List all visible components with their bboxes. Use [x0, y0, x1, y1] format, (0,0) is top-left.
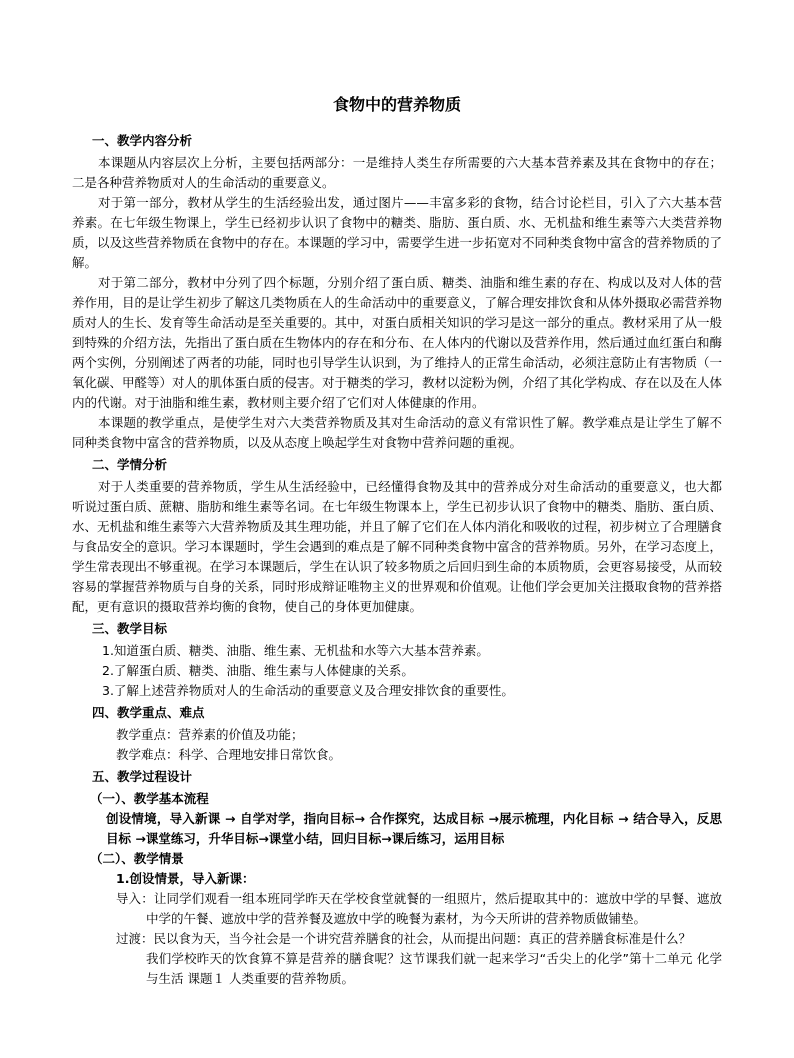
subsection-heading: 1.创设情景，导入新课：: [116, 871, 255, 886]
paragraph: 对于第一部分，教材从学生的生活经验出发，通过图片——丰富多彩的食物，结合讨论栏目，引入了六大基本营养素。在七年级生物课上，学生已经初步认识了食物中的糖类、脂肪、蛋白质、水、无机盐和维生素等六大类营养物质，以及这些营养物质在食物中的存在。本课题的学习中，需要学生进一步拓宽对不同种类食物中富含的营养物质的了解。: [72, 195, 723, 270]
section-heading: 一、教学内容分析: [92, 133, 193, 148]
paragraph: 我们学校昨天的饮食算不算是营养的膳食呢？这节课我们就一起来学习“舌尖上的化学”第十二单元 化学与生活 课题１ 人类重要的营养物质。: [146, 951, 722, 986]
document-page: [72, 92, 722, 989]
section-heading: 三、教学目标: [92, 621, 168, 636]
paragraph: 过渡：民以食为天，当今社会是一个讲究营养膳食的社会，从而提出问题：真正的营养膳食标准是什么？: [116, 931, 692, 946]
key-points: [72, 725, 722, 765]
list-item: 3.了解上述营养物质对人的生命活动的重要意义及合理安排饮食的重要性。: [102, 683, 514, 698]
paragraph: 对于第二部分，教材中分列了四个标题，分别介绍了蛋白质、糖类、油脂和维生素的存在、构成以及对人体的营养作用，目的是让学生初步了解这几类物质在人的生命活动中的重要意义，了解合理安排饮食和从体外摄取必需营养物质对人的生长、发育等生命活动是至关重要的。其中，对蛋白质相关知识的学习是这一部分的重点。教材采用了从一般到特殊的介绍方法，先指出了蛋白质在生物体内的存在和分布、在人体内的代谢以及营养作用，然后通过血红蛋白和酶两个实例，分别阐述了两者的功能，同时也引导学生认识到，为了维持人的正常生命活动，必须注意防止有害物质（一氧化碳、甲醛等）对人的肌体蛋白质的侵害。对于糖类的学习，教材以淀粉为例，介绍了其化学构成、存在以及在人体内的代谢。对于油脂和维生素，教材则主要介绍了它们对人体健康的作用。: [72, 275, 723, 410]
paragraph: 本课题从内容层次上分析，主要包括两部分：一是维持人类生存所需要的六大基本营养素及其在食物中的存在；二是各种营养物质对人的生命活动的重要意义。: [72, 155, 722, 190]
list-item: 2.了解蛋白质、糖类、油脂、维生素与人体健康的关系。: [102, 663, 414, 678]
list-item: 教学重点：营养素的价值及功能；: [116, 727, 304, 742]
subsection-heading: （二）、教学情景: [90, 851, 184, 866]
paragraph: 本课题的教学重点，是使学生对六大类营养物质及其对生命活动的意义有常识性了解。教学难点是让学生了解不同种类食物中富含的营养物质，以及从态度上唤起学生对食物中营养问题的重视。: [72, 415, 722, 450]
section-heading: 四、教学重点、难点: [92, 705, 205, 720]
process-flow: 创设情境，导入新课 → 自学对学，指向目标→ 合作探究，达成目标 →展示梳理，内化目标 → 结合导入，反思目标 →课堂练习，升华目标→课堂小结，回归目标→课后练习，运用目标: [106, 811, 722, 846]
list-item: 教学难点：科学、合理地安排日常饮食。: [116, 747, 342, 762]
section-heading: 二、学情分析: [92, 457, 168, 472]
paragraph: 导入：让同学们观看一组本班同学昨天在学校食堂就餐的一组照片，然后提取其中的：遮放中学的早餐、遮放中学的午餐、遮放中学的营养餐及遮放中学的晚餐为素材，为今天所讲的营养物质做铺垫。: [116, 891, 722, 926]
goal-list: [72, 641, 722, 701]
section-heading: 五、教学过程设计: [92, 769, 193, 784]
list-item: 1.知道蛋白质、糖类、油脂、维生素、无机盐和水等六大基本营养素。: [102, 643, 489, 658]
paragraph: 对于人类重要的营养物质，学生从生活经验中，已经懂得食物及其中的营养成分对生命活动的重要意义，也大都听说过蛋白质、蔗糖、脂肪和维生素等名词。在七年级生物课本上，学生已初步认识了食物中的糖类、脂肪、蛋白质、水、无机盐和维生素等六大营养物质及其生理功能，并且了解了它们在人体内消化和吸收的过程，初步树立了合理膳食与食品安全的意识。学习本课题时，学生会遇到的难点是了解不同种类食物中富含的营养物质。另外，在学习态度上，学生常表现出不够重视。在学习本课题后，学生在认识了较多物质之后回归到生命的本质物质，会更容易接受，从而较容易的掌握营养物质与自身的关系，同时形成辩证唯物主义的世界观和价值观。让他们学会更加关注摄取食物的营养搭配，更有意识的摄取营养均衡的食物，使自己的身体更加健康。: [72, 479, 723, 614]
subsection-heading: （一）、教学基本流程: [90, 791, 209, 806]
document-title: 食物中的营养物质: [332, 95, 461, 114]
